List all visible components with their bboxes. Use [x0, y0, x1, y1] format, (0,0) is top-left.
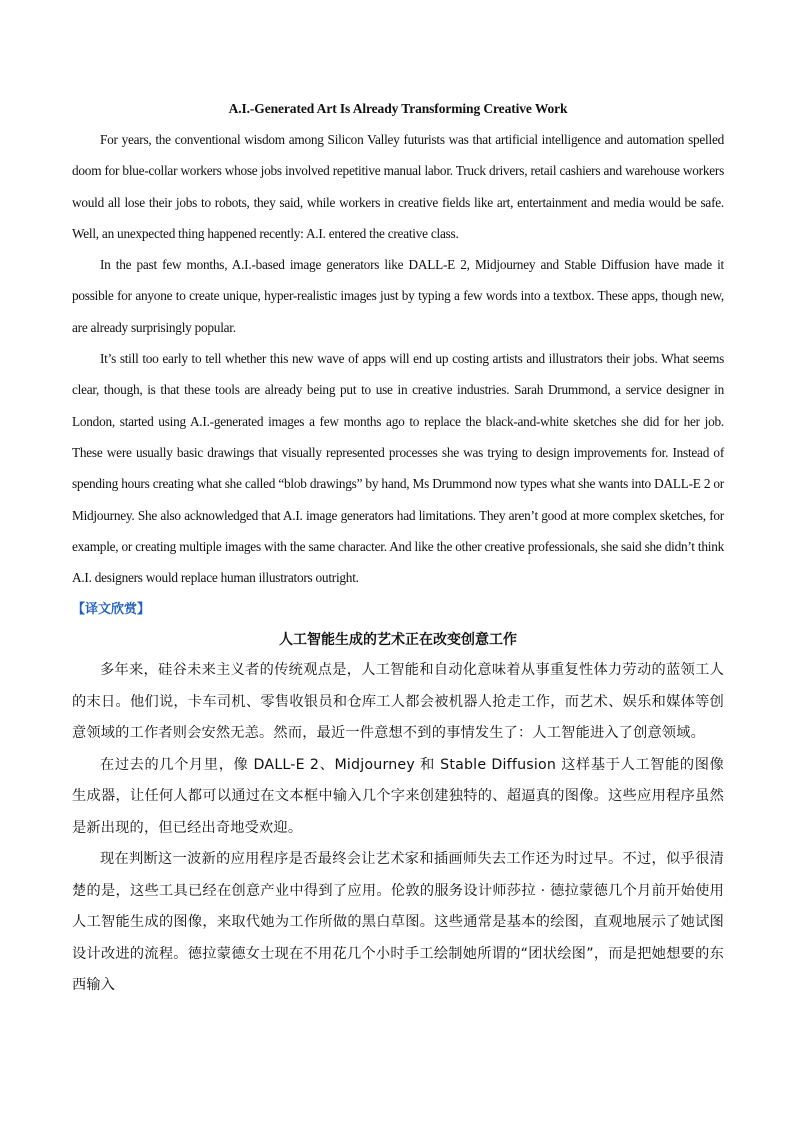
translation-paragraph-zh-2: 在过去的几个月里，像 DALL-E 2、Midjourney 和 Stable Diffusion 这样基于人工智能的图像生成器，让任何人都可以通过在文本框中输入几个字来创建独特的、超逼真的图像。这些应用程序虽然是新出现的，但已经出奇地受欢迎。 [72, 756, 724, 836]
translation-title-zh: 人工智能生成的艺术正在改变创意工作 [279, 632, 517, 649]
article-paragraph-en-2: In the past few months, A.I.-based image generators like DALL-E 2, Midjourney and Stable Diffusion have made it possible for anyone to create unique, hyper-realistic images just by typing a few words into a textbox. These apps, though new, are already surprisingly popular. [72, 257, 724, 335]
translation-section-label: 【译文欣赏】 [72, 602, 151, 618]
document-body [72, 98, 724, 1002]
translation-paragraph-zh-3: 现在判断这一波新的应用程序是否最终会让艺术家和插画师失去工作还为时过早。不过，似乎很清楚的是，这些工具已经在创意产业中得到了应用。伦敦的服务设计师莎拉 · 德拉蒙德几个月前开始使用人工智能生成的图像，来取代她为工作所做的黑白草图。这些通常是基本的绘图，直观地展示了她试图设计改进的流程。德拉蒙德女士现在不用花几个小时手工绘制她所谓的“团状绘图”，而是把她想要的东西输入 [72, 851, 724, 994]
translation-paragraph-zh-1: 多年来，硅谷未来主义者的传统观点是，人工智能和自动化意味着从事重复性体力劳动的蓝领工人的末日。他们说，卡车司机、零售收银员和仓库工人都会被机器人抢走工作，而艺术、娱乐和媒体等创意领域的工作者则会安然无恙。然而，最近一件意想不到的事情发生了：人工智能进入了创意领域。 [72, 662, 724, 742]
article-paragraph-en-3: It’s still too early to tell whether this new wave of apps will end up costing artists and illustrators their jobs. What seems clear, though, is that these tools are already being put to use in creative industries. Sarah Drummond, a service designer in London, started using A.I.-generated images a few months ago to replace the black-and-white sketches she did for her job. These were usually basic drawings that visually represented processes she was trying to design improvements for. Instead of spending hours creating what she called “blob drawings” by hand, Ms Drummond now types what she wants into DALL-E 2 or Midjourney. She also acknowledged that A.I. image generators had limitations. They aren’t good at more complex sketches, for example, or creating multiple images with the same character. And like the other creative professionals, she said she didn’t think A.I. designers would replace human illustrators outright. [72, 351, 724, 586]
article-title-en: A.I.-Generated Art Is Already Transforming Creative Work [228, 101, 568, 116]
article-paragraph-en-1: For years, the conventional wisdom among Silicon Valley futurists was that artificial intelligence and automation spelled doom for blue-collar workers whose jobs involved repetitive manual labor. Truck drivers, retail cashiers and warehouse workers would all lose their jobs to robots, they said, while workers in creative fields like art, entertainment and media would be safe. Well, an unexpected thing happened recently: A.I. entered the creative class. [72, 132, 724, 241]
